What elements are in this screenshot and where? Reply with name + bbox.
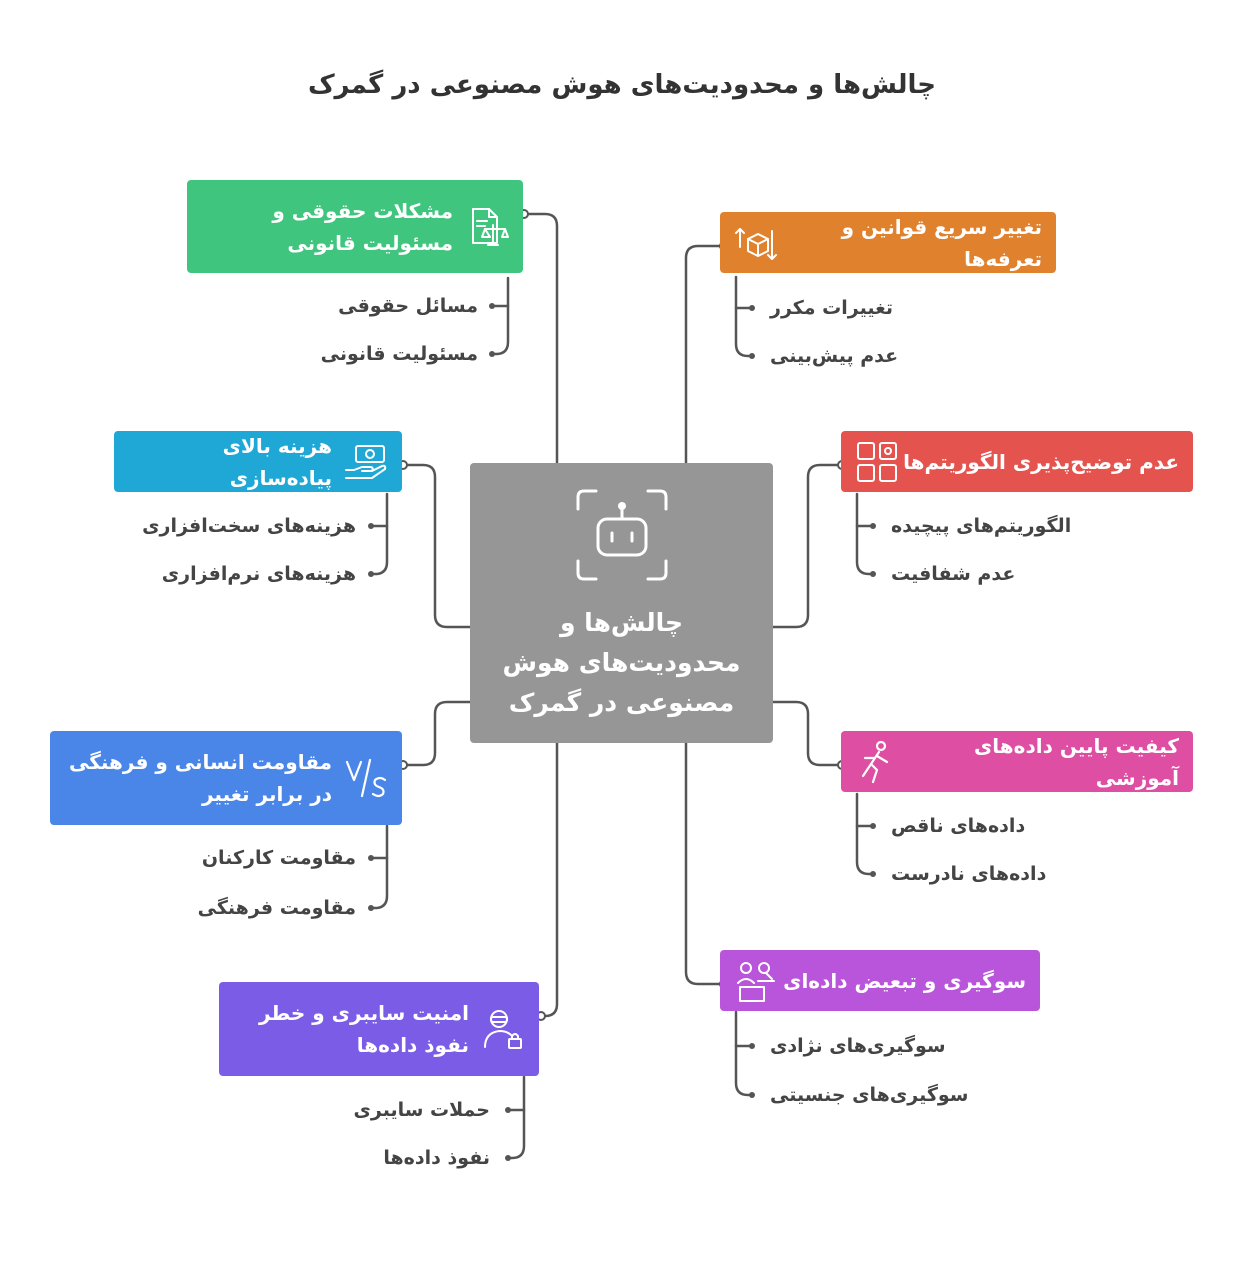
branch-rules-item-1: تغییرات مکرر <box>770 297 893 319</box>
algorithm-grid-icon <box>855 440 899 484</box>
branch-resist-item-2: مقاومت فرهنگی <box>197 897 356 919</box>
branch-resist <box>50 731 402 825</box>
branch-legal <box>187 180 523 273</box>
branch-resist-item-1: مقاومت کارکنان <box>201 847 356 869</box>
diagram-title: چالش‌ها و محدودیت‌های هوش مصنوعی در گمرک <box>307 70 937 100</box>
branch-cost-label: هزینه بالای پیاده‌سازی <box>222 433 332 490</box>
branch-rules <box>720 212 1056 273</box>
branch-bias-label: سوگیری و تبعیض داده‌ای <box>783 968 1026 993</box>
branch-rules-item-2: عدم پیش‌بینی <box>770 345 899 367</box>
hacker-icon <box>481 1007 525 1051</box>
branch-legal-label: مشکلات حقوقی و مسئولیت قانونی <box>272 198 453 255</box>
branch-rules-label: تغییر سریع قوانین و تعرفه‌ها <box>841 214 1042 271</box>
branch-cyber-item-2: نفوذ داده‌ها <box>383 1147 490 1169</box>
branch-cyber <box>219 982 539 1076</box>
branch-legal-item-2: مسئولیت قانونی <box>320 343 478 365</box>
branch-cost-item-1: هزینه‌های سخت‌افزاری <box>142 515 356 537</box>
branch-explain <box>841 431 1193 492</box>
branch-explain-item-2: عدم شفافیت <box>891 563 1016 585</box>
package-change-icon <box>734 221 778 265</box>
money-hand-icon <box>344 440 388 484</box>
branch-legal-item-1: مسائل حقوقی <box>338 295 478 317</box>
branch-bias-item-2: سوگیری‌های جنسیتی <box>770 1084 969 1106</box>
branch-cost-item-2: هزینه‌های نرم‌افزاری <box>161 563 356 585</box>
branch-quality <box>841 731 1193 792</box>
bias-people-icon <box>734 959 778 1003</box>
central-topic-label: چالش‌ها و محدودیت‌های هوش مصنوعی در گمرک <box>502 608 741 717</box>
branch-quality-item-1: داده‌های ناقص <box>891 815 1026 837</box>
branch-quality-label: کیفیت پایین داده‌های آموزشی <box>973 733 1179 790</box>
branch-cost <box>114 431 402 492</box>
branch-cyber-item-1: حملات سایبری <box>353 1099 490 1121</box>
robot-icon <box>574 487 670 583</box>
branch-bias <box>720 950 1040 1011</box>
central-topic <box>470 463 773 743</box>
branch-explain-item-1: الگوریتم‌های پیچیده <box>891 515 1072 537</box>
branch-quality-item-2: داده‌های نادرست <box>891 863 1047 885</box>
branch-explain-label: عدم توضیح‌پذیری الگوریتم‌ها <box>903 449 1179 474</box>
stumbling-person-icon <box>855 740 899 784</box>
branch-resist-label: مقاومت انسانی و فرهنگی در برابر تغییر <box>69 750 332 806</box>
branch-cyber-label: امنیت سایبری و خطر نفوذ داده‌ها <box>258 1001 469 1057</box>
branch-bias-item-1: سوگیری‌های نژادی <box>770 1035 946 1057</box>
versus-icon <box>344 756 388 800</box>
legal-document-icon <box>465 205 509 249</box>
